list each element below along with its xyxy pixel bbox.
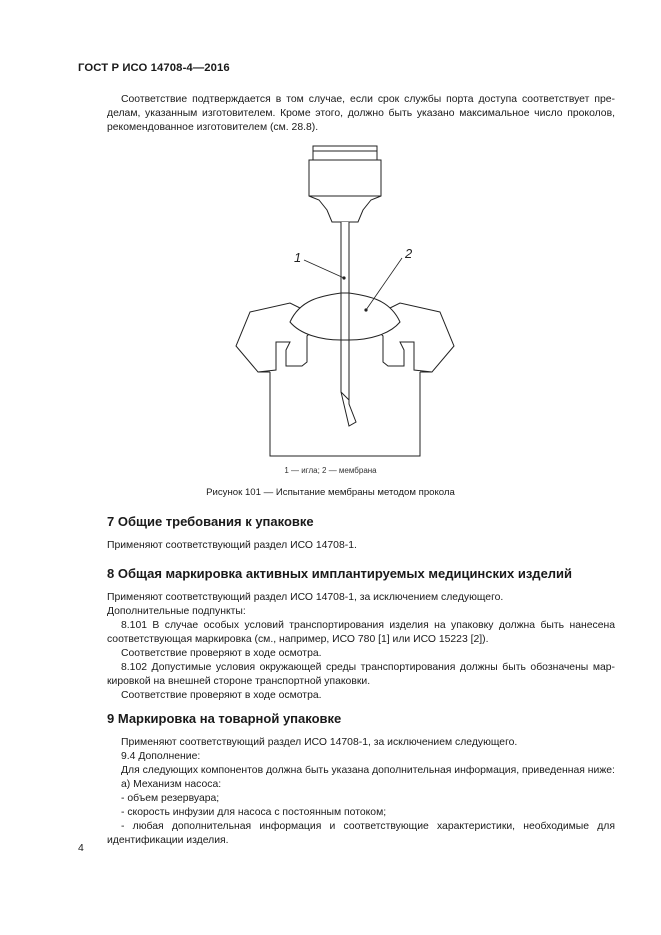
intro-line-2: делам, указанным изготовителем. Кроме этого, должно быть указано максимальное число проколов, bbox=[107, 108, 615, 119]
page-number: 4 bbox=[78, 843, 84, 854]
figure-label-2: 2 bbox=[405, 246, 413, 261]
section-9-line-1: Применяют соответствующий раздел ИСО 14708-1, за исключением следующего. bbox=[121, 737, 518, 748]
section-8-line-5: Соответствие проверяют в ходе осмотра. bbox=[121, 648, 322, 659]
intro-line-1: Соответствие подтверждается в том случае, если срок службы порта доступа соответствует пре- bbox=[121, 94, 615, 105]
section-9-line-4: а) Механизм насоса: bbox=[121, 779, 222, 790]
section-8-line-8: Соответствие проверяют в ходе осмотра. bbox=[121, 690, 322, 701]
section-9-line-6: - скорость инфузии для насоса с постоянным потоком; bbox=[121, 807, 387, 818]
needle-holder-cap bbox=[313, 146, 377, 160]
section-7-text: Применяют соответствующий раздел ИСО 14708-1. bbox=[107, 540, 357, 551]
section-9-line-3: Для следующих компонентов должна быть указана дополнительная информация, приведенная ниже: bbox=[121, 765, 615, 776]
figure-label-1: 1 bbox=[294, 250, 302, 265]
section-8-line-7: кировкой на внешней стороне транспортной упаковки. bbox=[107, 676, 371, 687]
section-8-line-1: Применяют соответствующий раздел ИСО 14708-1, за исключением следующего. bbox=[107, 592, 504, 603]
section-8-heading: 8 Общая маркировка активных имплантируемых медицинских изделий bbox=[107, 566, 573, 581]
section-7-heading: 7 Общие требования к упаковке bbox=[107, 514, 314, 529]
section-9-line-8: идентификации изделия. bbox=[107, 835, 229, 846]
section-8-line-2: Дополнительные подпункты: bbox=[107, 606, 246, 617]
section-8-line-6: 8.102 Допустимые условия окружающей среды транспортирования должны быть обозначены мар- bbox=[121, 662, 615, 673]
figure-legend: 1 — игла; 2 — мембрана bbox=[284, 466, 377, 475]
section-9-line-2: 9.4 Дополнение: bbox=[121, 751, 201, 762]
membrane bbox=[290, 293, 400, 340]
intro-line-3: рекомендованное изготовителем (см. 28.8). bbox=[107, 122, 319, 133]
section-8-line-4: соответствующая маркировка (см., например, ИСО 780 [1] или ИСО 15223 [2]). bbox=[107, 634, 489, 645]
section-9-line-7: - любая дополнительная информация и соответствующие характеристики, необходимые для bbox=[121, 821, 615, 832]
needle-holder-body bbox=[309, 160, 381, 222]
section-9-line-5: - объем резервуара; bbox=[121, 793, 220, 804]
document-header: ГОСТ Р ИСО 14708-4—2016 bbox=[78, 62, 230, 74]
section-8-line-3: 8.101 В случае особых условий транспортирования изделия на упаковку должна быть нанесена bbox=[121, 620, 615, 631]
section-9-heading: 9 Маркировка на товарной упаковке bbox=[107, 711, 342, 726]
figure-caption: Рисунок 101 — Испытание мембраны методом прокола bbox=[206, 487, 455, 498]
